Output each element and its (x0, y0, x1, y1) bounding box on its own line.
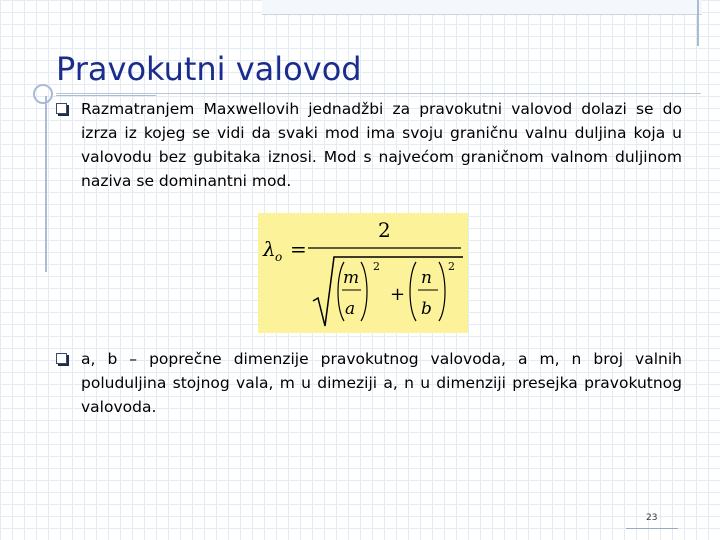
plus-sign: + (390, 284, 406, 305)
formula-box (258, 213, 468, 333)
page-number-underline (626, 528, 678, 529)
term2-numerator: n (421, 268, 432, 288)
title-underline (56, 93, 701, 94)
equals-sign: = (290, 237, 307, 261)
square-root-sign (313, 257, 463, 326)
bullet-text-2: a, b – poprečne dimenzije pravokutnog valovoda, a m, n broj valnih poluduljina stojnog vala, m u dimeziji a, n u dimenziji presejka pravokutnog valovoda. (81, 350, 682, 416)
slide-title: Pravokutni valovod (56, 50, 362, 88)
numerator-value: 2 (378, 218, 391, 242)
term1-numerator: m (343, 268, 360, 288)
decorative-right-line (697, 0, 699, 46)
bullet-text-1: Razmatranjem Maxwellovih jednadžbi za pravokutni valovod dolazi se do izrza iz kojeg se vidi da svaki mod ima svoju graničnu valnu duljina koja u valovodu bez gubitaka iznosi. Mod s najvećom graničnom valnom duljinom naziva se dominantni mod. (81, 100, 682, 190)
decorative-top-bar (262, 0, 702, 15)
square-bullet-icon (56, 103, 67, 114)
bullet-item-2 (56, 347, 682, 419)
cutoff-wavelength-formula (258, 213, 468, 333)
square-bullet-icon (56, 353, 67, 364)
lambda-subscript: o (275, 250, 283, 264)
left-paren-2 (410, 262, 416, 321)
term1-exponent: 2 (373, 260, 380, 273)
term1-denominator: a (345, 299, 356, 319)
bullet-item-1 (56, 97, 682, 193)
decorative-horizontal-line (56, 95, 156, 96)
decorative-left-line (45, 96, 47, 272)
lambda-symbol: λ (263, 237, 276, 261)
right-paren-2 (439, 262, 445, 321)
decorative-circle (33, 84, 53, 104)
right-paren-1 (361, 262, 367, 321)
term2-exponent: 2 (448, 260, 455, 273)
term2-denominator: b (421, 299, 432, 319)
page-number: 23 (646, 513, 658, 523)
